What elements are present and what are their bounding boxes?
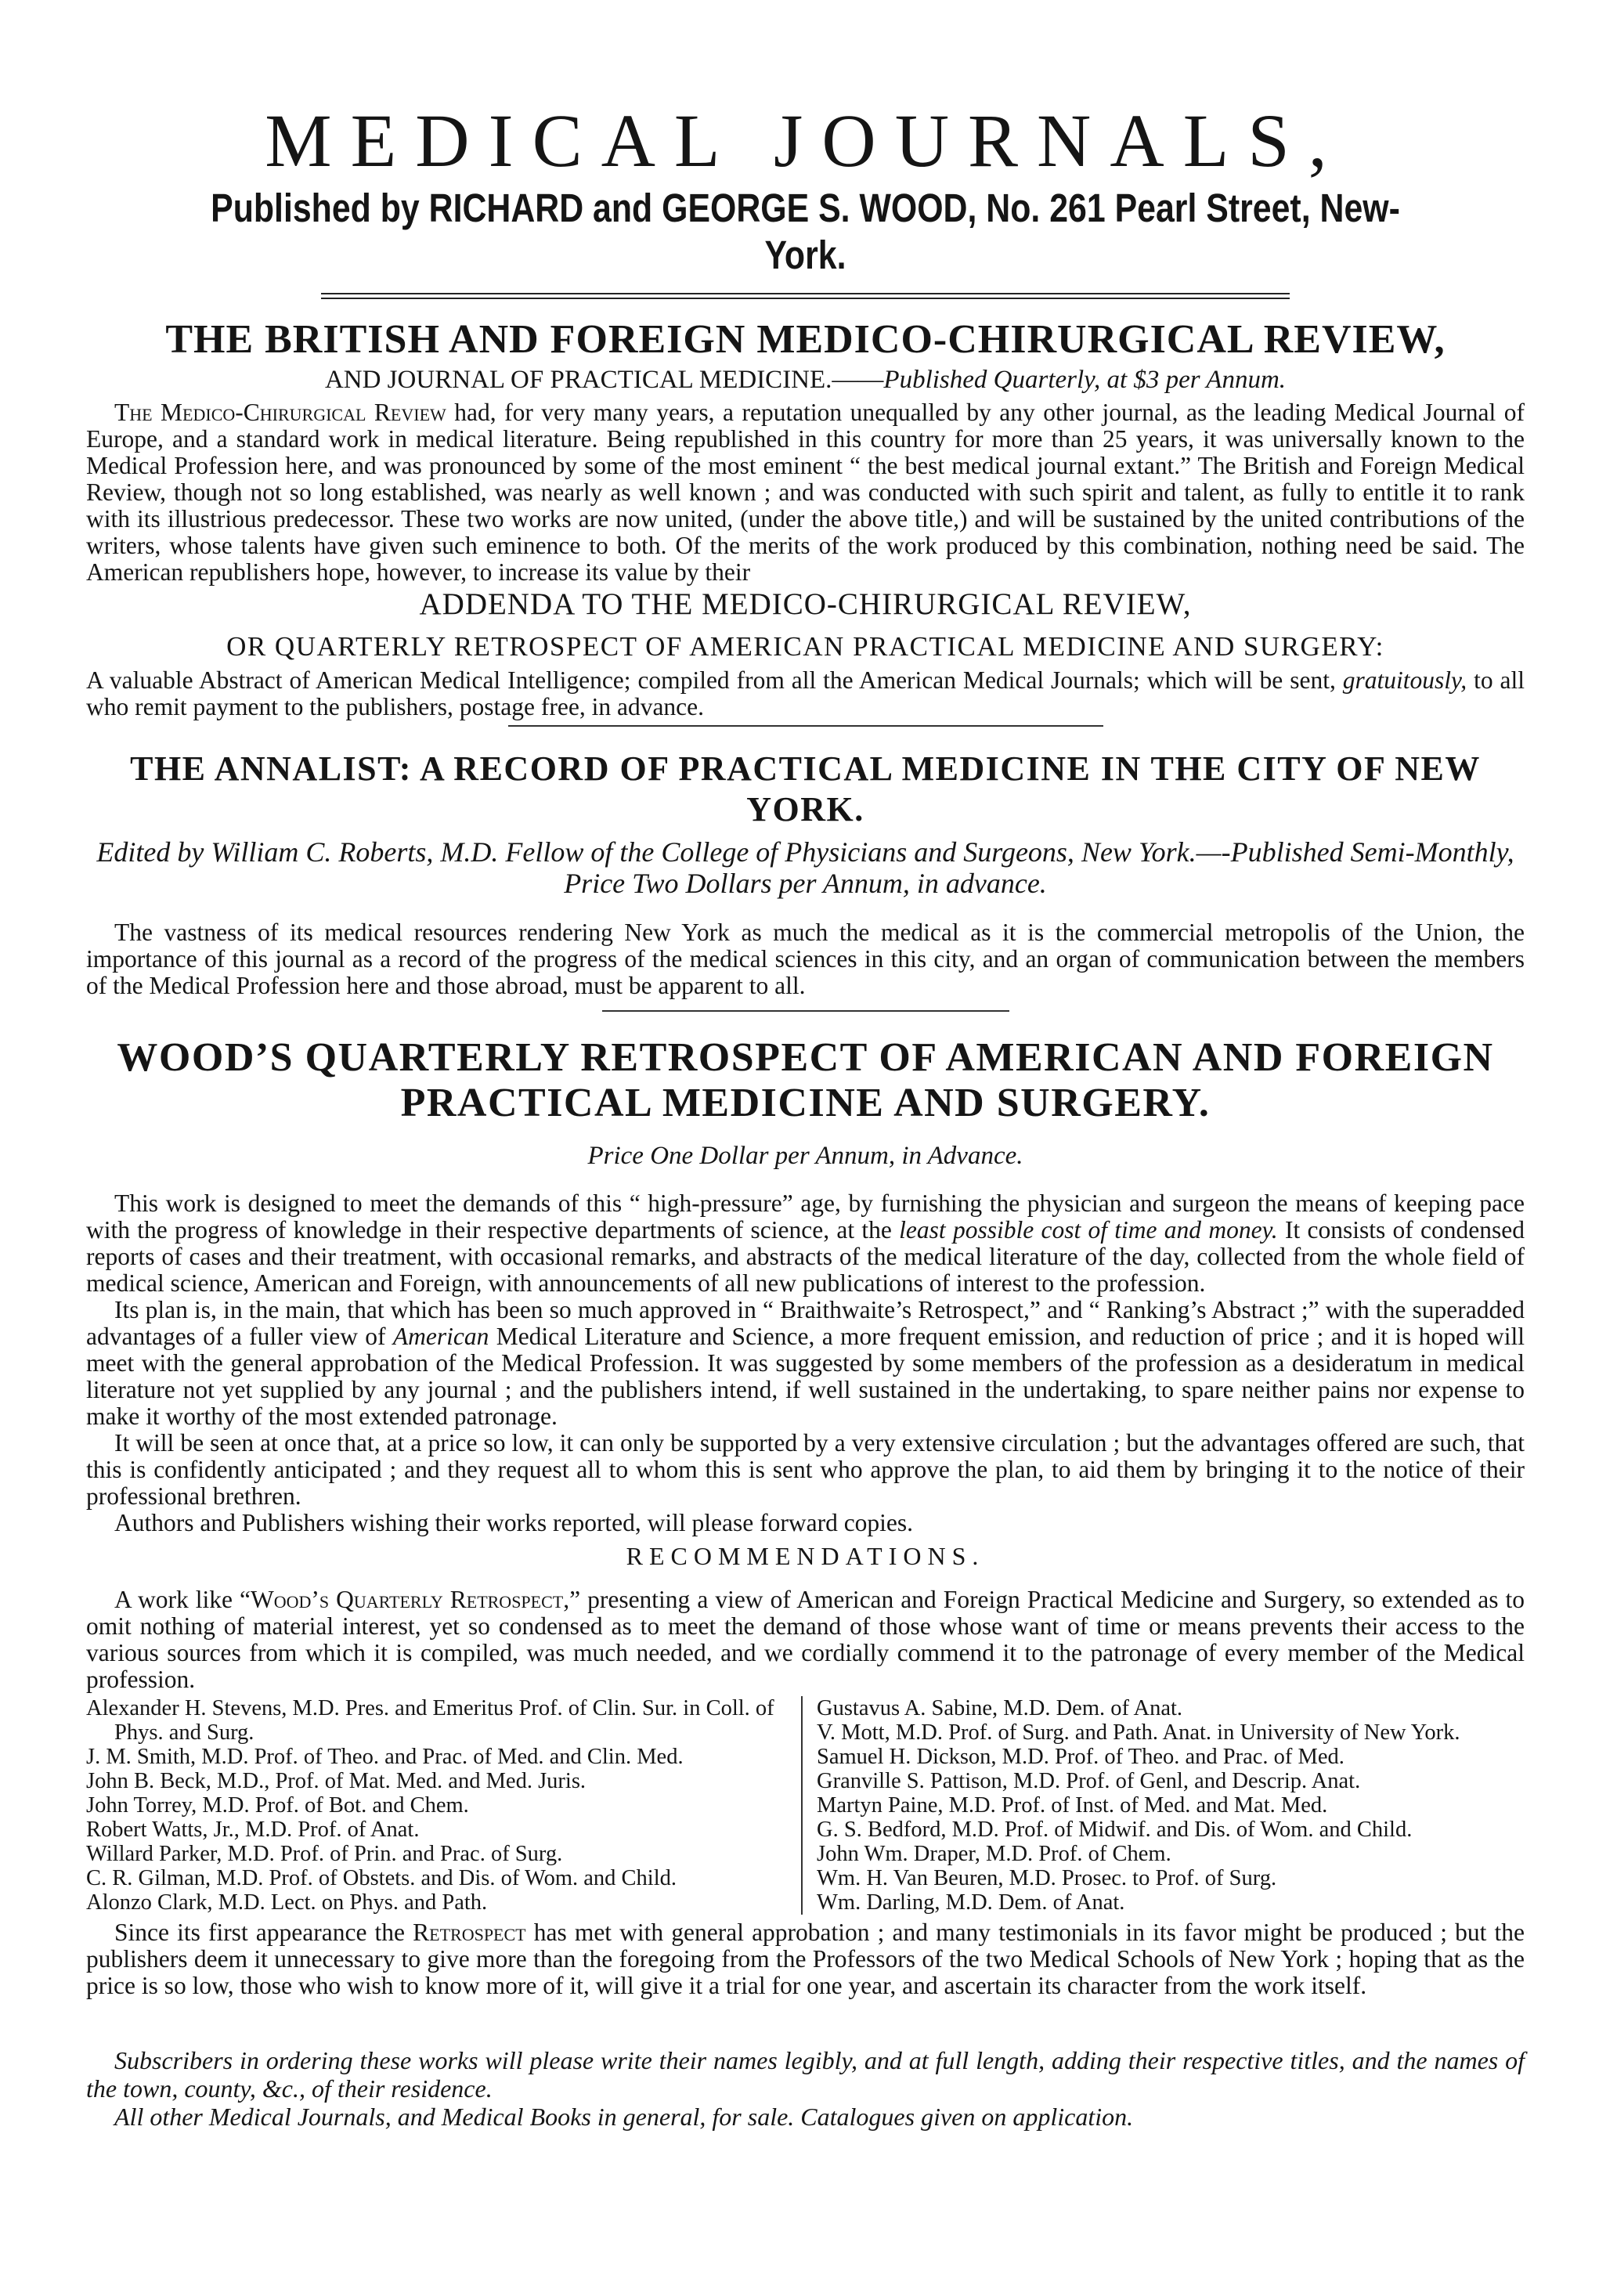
signatory-entry: C. R. Gilman, M.D. Prof. of Obstets. and Dis. of Wom. and Child. (86, 1866, 677, 1890)
annalist-body: The vastness of its medical resources rendering New York as much the medical as it is the commercial metropolis of the Union, the importance of this journal as a record of the progress of the medical sciences in this city, and an organ of communication between the members of the Medical Profession here and those abroad, must be apparent to all. (86, 919, 1525, 999)
woods-p2-b: Medical Literature and Science, a more frequent emission, and reduction of price ; and it is hoped will meet with the general approbation of the Medical Profession. It was suggested by some members of the profession as a desideratum in medical literature not yet supplied by any journal ; and the publishers intend, if well sustained in the undertaking, to spare neither pains nor expense to make it worthy of the most extended patronage. (86, 1323, 1525, 1430)
rec-intro-b: ” presenting a view of American and Foreign Practical Medicine and Surgery, so extended as to omit nothing of material interest, yet so condensed as to meet the demand of those whose want of time or means prevents their access to the various sources from which it is compiled, was much needed, and we cordially commend it to the patronage of every member of the Medical profession. (86, 1586, 1525, 1693)
signatories-left (86, 1696, 803, 1915)
woods-p2-italic: American (392, 1323, 489, 1350)
woods-p1-italic: least possible cost of time and money. (899, 1216, 1278, 1244)
footer-notice (86, 2046, 1525, 2131)
signatory-entry: G. S. Bedford, M.D. Prof. of Midwif. and Dis. of Wom. and Child. (817, 1818, 1413, 1842)
addenda-tail: to all who remit payment to the publishers, postage free, in advance. (86, 666, 1525, 720)
review-subtitle-line (86, 365, 1525, 395)
review-subtitle: AND JOURNAL OF PRACTICAL MEDICINE. (324, 366, 832, 394)
signatory-entry: J. M. Smith, M.D. Prof. of Theo. and Prac. of Med. and Clin. Med. (86, 1745, 684, 1769)
signatory-entry: John Wm. Draper, M.D. Prof. of Chem. (817, 1842, 1171, 1866)
signatory-entry: Alonzo Clark, M.D. Lect. on Phys. and Path. (86, 1890, 488, 1915)
rec-intro-a: A work like “ (114, 1586, 251, 1613)
woods-paragraph-2 (86, 1297, 1525, 1430)
signatory-entry: Gustavus A. Sabine, M.D. Dem. of Anat. (817, 1696, 1183, 1720)
signatory-entry: Wm. H. Van Beuren, M.D. Prosec. to Prof. of Surg. (817, 1866, 1277, 1890)
woods-price: Price One Dollar per Annum, in Advance. (587, 1142, 1023, 1170)
addenda-italic: gratuitously, (1342, 666, 1467, 694)
signatory-entry: Granville S. Pattison, M.D. Prof. of Genl, and Descrip. Anat. (817, 1769, 1361, 1793)
addenda-body: A valuable Abstract of American Medical Intelligence; compiled from all the American Medical Journals; which will be sent, (86, 666, 1336, 694)
woods-section (86, 1035, 1525, 1536)
addenda-paragraph (86, 667, 1525, 720)
signatory-entry: Wm. Darling, M.D. Dem. of Anat. (817, 1890, 1125, 1915)
signatories-right (803, 1696, 1525, 1915)
signatory-entry: V. Mott, M.D. Prof. of Surg. and Path. Anat. in University of New York. (817, 1720, 1460, 1745)
signatory-entry: Martyn Paine, M.D. Prof. of Inst. of Med. and Mat. Med. (817, 1793, 1328, 1818)
annalist-section (86, 749, 1525, 1012)
signatory-entry: Alexander H. Stevens, M.D. Pres. and Emeritus Prof. of Clin. Sur. in Coll. of Phys. and Surg. (86, 1696, 774, 1745)
review-dash: —— (832, 366, 884, 394)
signatory-entry: John Torrey, M.D. Prof. of Bot. and Chem. (86, 1793, 469, 1818)
recommendations-intro (86, 1587, 1525, 1693)
annalist-title: THE ANNALIST: A RECORD OF PRACTICAL MEDICINE IN THE CITY OF NEW YORK. (130, 749, 1481, 829)
page-title: MEDICAL JOURNALS, (265, 99, 1346, 182)
review-title: THE BRITISH AND FOREIGN MEDICO-CHIRURGICAL REVIEW, (165, 317, 1446, 362)
woods-title-line2: PRACTICAL MEDICINE AND SURGERY. (400, 1081, 1211, 1125)
woods-paragraph-1 (86, 1190, 1525, 1297)
section-divider (508, 725, 1103, 727)
signatory-entry: Robert Watts, Jr., M.D. Prof. of Anat. (86, 1818, 420, 1842)
section-divider (602, 1010, 1009, 1012)
review-paragraph (86, 399, 1525, 586)
review-section (86, 318, 1525, 727)
signatory-entry: Samuel H. Dickson, M.D. Prof. of Theo. and Prac. of Med. (817, 1745, 1344, 1769)
double-rule-divider (321, 293, 1290, 299)
woods-p1-a: This work is designed to meet the demands of this “ high-pressure” age, by furnishing the physician and surgeon the means of keeping pace with the progress of knowledge in their respective departments of science, at the (86, 1190, 1525, 1244)
review-lead: The Medico-Chirurgical Review (114, 399, 446, 426)
signatories-columns (86, 1696, 1525, 1915)
rec-closing-a: Since its first appearance the (114, 1919, 406, 1946)
woods-title-line1: WOOD’S QUARTERLY RETROSPECT OF AMERICAN AND FOREIGN (117, 1035, 1494, 1080)
addenda-subtitle: OR QUARTERLY RETROSPECT OF AMERICAN PRACTICAL MEDICINE AND SURGERY: (226, 631, 1384, 662)
publisher-line: Published by RICHARD and GEORGE S. WOOD, No. 261 Pearl Street, New-York. (211, 186, 1400, 277)
woods-p1-b: It consists of condensed reports of cases and their treatment, with occasional remarks, and abstracts of the medical literature of the day, collected from the whole field of medical science, American and Foreign, with announcements of all new publications of interest to the profession. (86, 1216, 1525, 1297)
review-published: Published Quarterly, at $3 per Annum. (883, 366, 1287, 394)
signatory-entry: Willard Parker, M.D. Prof. of Prin. and Prac. of Surg. (86, 1842, 563, 1866)
woods-paragraph-4: Authors and Publishers wishing their works reported, will please forward copies. (114, 1509, 914, 1536)
woods-paragraph-3: It will be seen at once that, at a price so low, it can only be supported by a very extensive circulation ; but the advantages offered are such, that this is confidently anticipated ; and they request all to whom this is sent who approve the plan, to aid them by bringing it to the notice of their professional brethren. (86, 1429, 1525, 1510)
review-body: had, for very many years, a reputation unequalled by any other journal, as the leading Medical Journal of Europe, and a standard work in medical literature. Being republished in this country for more than 25 years, it was universally known to the Medical Profession here, and was pronounced by some of the most eminent “ the best medical journal extant.” The British and Foreign Medical Review, though not so long established, was nearly as well known ; and was conducted with such spirit and talent, as fully to entitle it to rank with its illustrious predecessor. These two works are now united, (under the above title,) and will be sustained by the united contributions of the writers, whose talents have given such eminence to both. Of the merits of the work produced by this combination, nothing need be said. The American republishers hope, however, to increase its value by their (86, 399, 1525, 586)
addenda-title: ADDENDA TO THE MEDICO-CHIRURGICAL REVIEW, (419, 587, 1192, 621)
signatory-entry: John B. Beck, M.D., Prof. of Mat. Med. and Med. Juris. (86, 1769, 587, 1793)
footer-catalogues: All other Medical Journals, and Medical Books in general, for sale. Catalogues given on application. (114, 2103, 1134, 2131)
annalist-editor: Edited by William C. Roberts, M.D. Fellow of the College of Physicians and Surgeons, New York.—-Published Semi-Monthly, Price Two Dollars per Annum, in advance. (96, 836, 1514, 899)
recommendations-heading: RECOMMENDATIONS. (626, 1542, 985, 1570)
recommendations-section (86, 1543, 1525, 1999)
rec-intro-title: Wood’s Quarterly Retrospect, (251, 1586, 570, 1613)
recommendations-closing (86, 1919, 1525, 1999)
rec-closing-b: has met with general approbation ; and many testimonials in its favor might be produced ; but the publishers deem it unnecessary to give more than the foregoing from the Professors of the two Medical Schools of New York ; hoping that as the price is so low, those who wish to know more of it, will give it a trial for one year, and ascertain its character from the work itself. (86, 1919, 1525, 1999)
woods-title (86, 1035, 1525, 1126)
woods-p2-a: Its plan is, in the main, that which has been so much approved in “ Braithwaite’s Retrospect,” and “ Ranking’s Abstract ;” with the superadded advantages of a fuller view of (86, 1296, 1525, 1350)
rec-closing-sc: Retrospect (413, 1919, 526, 1946)
footer-subscribers: Subscribers in ordering these works will please write their names legibly, and at full length, adding their respective titles, and the names of the town, county, &c., of their residence. (86, 2046, 1525, 2103)
